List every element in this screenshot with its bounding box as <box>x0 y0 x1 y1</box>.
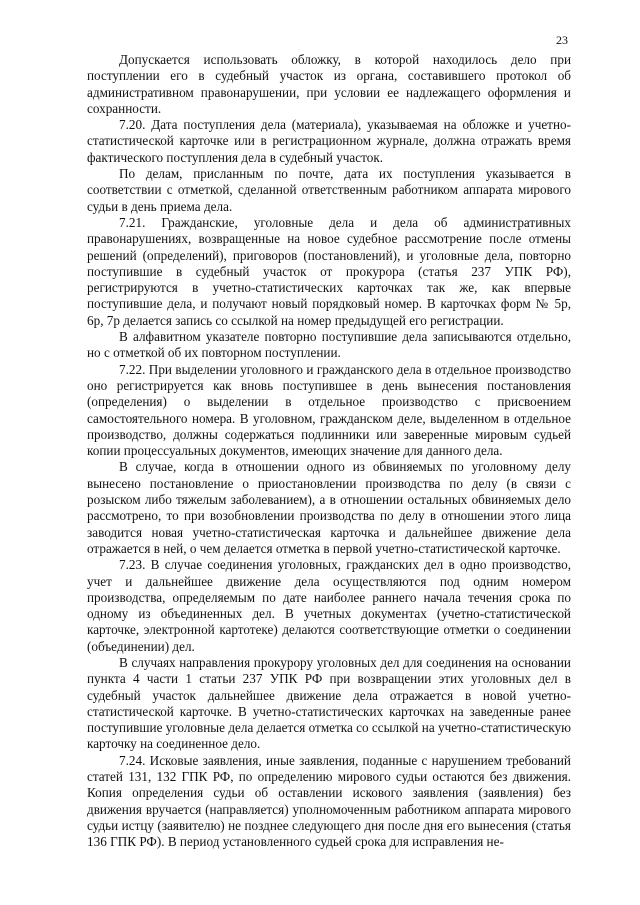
page-number: 23 <box>556 33 568 47</box>
paragraph-7-23: 7.23. В случае соединения уголовных, гражданских дел в одно производство, учет и дальнейшее движение дела осуществляются под одним номером производства, определяемым по дате наиболее раннего начала течения срока по одному из объединенных дел. В учетных документах (учетно-статистической карточке, электронной картотеке) делаются соответствующие отметки о соединении (объединении) дел. <box>87 557 571 654</box>
paragraph-cover-usage: Допускается использовать обложку, в которой находилось дело при поступлении его в судебный участок из органа, составившего протокол об административном правонарушении, при условии ее надлежащего оформления и сохранности. <box>87 52 571 116</box>
paragraph-7-22: 7.22. При выделении уголовного и гражданского дела в отдельное производство оно регистрируется как вновь поступившее в день вынесения постановления (определения) о выделении в отдельное производство с присвоением самостоятельного номера. В уголовном, гражданском деле, выделенном в отдельное производство, должны содержаться подлинники или заверенные мировым судьей копии процессуальных документов, имеющих значение для данного дела. <box>87 361 571 459</box>
document-body <box>87 52 571 851</box>
paragraph-7-24: 7.24. Исковые заявления, иные заявления, поданные с нарушением требований статей 131, 132 ГПК РФ, по определению мирового судьи остаются без движения. Копия определения судьи об оставлении искового заявления (заявления) без движения вручается (направляется) уполномоченным работником аппарата мирового судьи истцу (заявителю) не позднее следующего дня после дня его вынесения (статья 136 ГПК РФ). В период установленного судьей срока для исправления не- <box>87 752 571 850</box>
paragraph-7-21: 7.21. Гражданские, уголовные дела и дела об административных правонарушениях, возвращенные на новое судебное рассмотрение после отмены решений (определений), приговоров (постановлений), и уголовные дела, повторно поступившие в судебный участок от прокурора (статья 237 УПК РФ), регистрируются в учетно-статистических карточках так же, как впервые поступившие дела, и получают новый порядковый номер. В карточках форм № 5р, 6р, 7р делается запись со ссылкой на номер предыдущей его регистрации. <box>87 214 571 328</box>
paragraph-mail-receipt-date: По делам, присланным по почте, дата их поступления указывается в соответствии с отметкой, сделанной ответственным работником аппарата мирового судьи в день приема дела. <box>87 166 571 214</box>
paragraph-suspended-case: В случае, когда в отношении одного из обвиняемых по уголовному делу вынесено постановление о приостановлении производства по делу (в связи с розыском либо тяжелым заболеванием), а в отношении остальных обвиняемых дело рассмотрено, то при возобновлении производства по делу в отношении этого лица заводится новая учетно-статистическая карточка и дальнейшее движение дела отражается в ней, о чем делается отметка в первой учетно-статистической карточке. <box>87 459 571 556</box>
paragraph-alphabetical-index: В алфавитном указателе повторно поступившие дела записываются отдельно, но с отметкой об их повторном поступлении. <box>87 329 571 361</box>
paragraph-7-20: 7.20. Дата поступления дела (материала), указываемая на обложке и учетно-статистической карточке или в регистрационном журнале, должна отражать время фактического поступления дела в судебный участок. <box>87 117 571 165</box>
paragraph-prosecutor-return: В случаях направления прокурору уголовных дел для соединения на основании пункта 4 части 1 статьи 237 УПК РФ при возвращении этих уголовных дел в судебный участок дальнейшее движение дела отражается в новой учетно-статистической карточке. В учетно-статистических карточках на заведенные ранее поступившие уголовные дела делается отметка со ссылкой на учетно-статистическую карточку на соединенное дело. <box>87 654 571 752</box>
